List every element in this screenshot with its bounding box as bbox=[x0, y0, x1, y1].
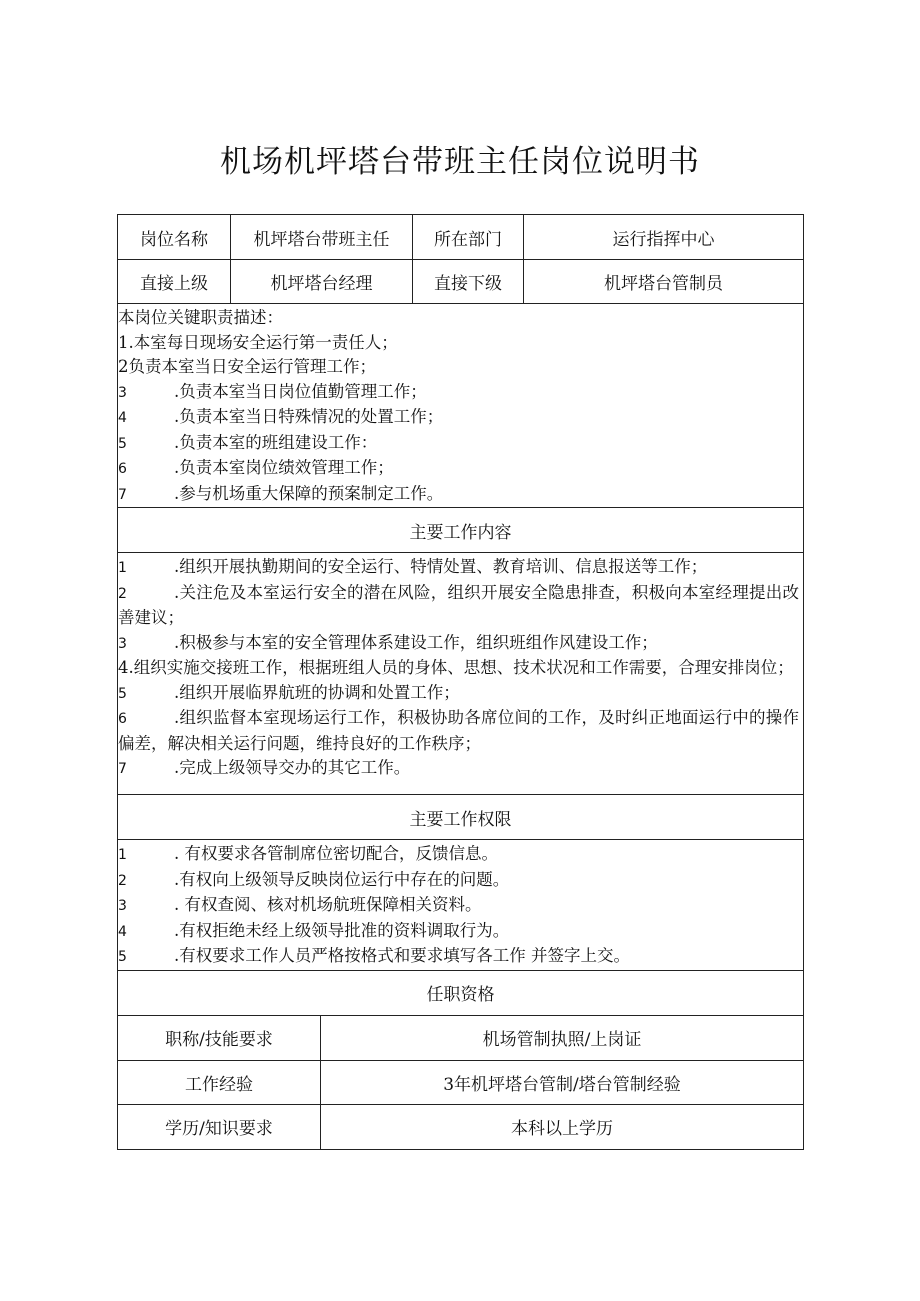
list-item bbox=[118, 842, 803, 868]
item-number: 6 bbox=[118, 711, 127, 727]
item-text: .组织开展执勤期间的安全运行、特情处置、教育培训、信息报送等工作； bbox=[174, 557, 708, 576]
qual-value-education: 本科以上学历 bbox=[321, 1104, 804, 1149]
authority-section bbox=[118, 840, 804, 971]
item-number: 5 bbox=[118, 685, 127, 702]
subordinate-label: 直接下级 bbox=[413, 260, 524, 304]
item-text: .组织监督本室现场运行工作，积极协助各席位间的工作，及时纠正地面运行中的操作偏差，解决相关运行问题，维持良好的工作秩序； bbox=[118, 708, 799, 753]
item-text: .组织开展临界航班的协调和处置工作； bbox=[174, 682, 460, 702]
item-text: .负责本室岗位绩效管理工作； bbox=[174, 458, 394, 477]
item-number: 1 bbox=[118, 847, 127, 863]
item-text: .完成上级领导交办的其它工作。 bbox=[174, 758, 411, 777]
item-number: 2 bbox=[118, 872, 127, 889]
item-number: 7 bbox=[118, 761, 127, 777]
list-item bbox=[118, 331, 803, 356]
list-item bbox=[118, 456, 803, 482]
list-item bbox=[118, 919, 803, 945]
item-text: 1.本室每日现场安全运行第一责任人； bbox=[118, 332, 398, 352]
item-text: . 有权要求各管制席位密切配合，反馈信息。 bbox=[174, 844, 498, 863]
item-text: .负责本室当日特殊情况的处置工作； bbox=[174, 407, 444, 426]
supervisor-value: 机坪塔台经理 bbox=[231, 260, 413, 304]
subordinate-value: 机坪塔台管制员 bbox=[524, 260, 804, 304]
supervisor-label: 直接上级 bbox=[118, 260, 231, 304]
qual-label-education: 学历/知识要求 bbox=[118, 1104, 321, 1149]
item-number: 4 bbox=[118, 410, 127, 426]
department-label: 所在部门 bbox=[413, 215, 524, 260]
item-text: 2负责本室当日安全运行管理工作； bbox=[118, 357, 376, 376]
list-item bbox=[118, 355, 803, 380]
main-work-section bbox=[118, 553, 804, 795]
qualification-heading: 任职资格 bbox=[118, 970, 804, 1015]
item-number: 1 bbox=[118, 560, 127, 576]
position-name-label: 岗位名称 bbox=[118, 215, 231, 260]
main-work-list bbox=[118, 555, 803, 793]
list-item bbox=[118, 482, 803, 508]
list-item bbox=[118, 405, 803, 431]
list-item bbox=[118, 756, 803, 782]
list-item bbox=[118, 681, 803, 707]
item-text: .积极参与本室的安全管理体系建设工作，组织班组作风建设工作； bbox=[174, 632, 658, 652]
item-text: 4.组织实施交接班工作，根据班组人员的身体、思想、技术状况和工作需要，合理安排岗位； bbox=[118, 658, 794, 677]
list-item bbox=[118, 581, 803, 631]
item-number: 6 bbox=[118, 461, 127, 477]
item-number: 5 bbox=[118, 949, 127, 965]
qual-value-skill: 机场管制执照/上岗证 bbox=[321, 1015, 804, 1060]
item-text: . 有权查阅、核对机场航班保障相关资料。 bbox=[174, 895, 482, 914]
item-text: .负责本室当日岗位值勤管理工作； bbox=[174, 381, 427, 401]
qual-value-experience: 3年机坪塔台管制/塔台管制经验 bbox=[321, 1060, 804, 1104]
item-number: 3 bbox=[118, 635, 127, 652]
key-duties-section bbox=[118, 304, 804, 508]
list-item bbox=[118, 380, 803, 406]
list-item bbox=[118, 706, 803, 756]
job-description-table bbox=[117, 214, 804, 1150]
item-text: .负责本室的班组建设工作： bbox=[174, 432, 378, 452]
main-work-heading: 主要工作内容 bbox=[118, 508, 804, 553]
list-item bbox=[118, 631, 803, 657]
page-title: 机场机坪塔台带班主任岗位说明书 bbox=[220, 144, 700, 180]
key-duties-heading: 本岗位关键职责描述： bbox=[118, 308, 283, 327]
qual-label-skill: 职称/技能要求 bbox=[118, 1015, 321, 1060]
authority-heading: 主要工作权限 bbox=[118, 795, 804, 840]
item-text: .有权拒绝未经上级领导批准的资料调取行为。 bbox=[174, 920, 510, 940]
list-item bbox=[118, 656, 803, 681]
item-text: .关注危及本室运行安全的潜在风险，组织开展安全隐患排查，积极向本室经理提出改善建议； bbox=[118, 582, 799, 627]
list-item bbox=[118, 555, 803, 581]
list-item bbox=[118, 893, 803, 919]
item-text: .有权要求工作人员严格按格式和要求填写各工作 并签字上交。 bbox=[174, 946, 630, 965]
item-text: .参与机场重大保障的预案制定工作。 bbox=[174, 483, 444, 503]
item-number: 5 bbox=[118, 435, 127, 452]
key-duties-list bbox=[118, 331, 803, 508]
department-value: 运行指挥中心 bbox=[524, 215, 804, 260]
list-item bbox=[118, 868, 803, 894]
item-number: 3 bbox=[118, 384, 127, 401]
list-item bbox=[118, 431, 803, 457]
qual-label-experience: 工作经验 bbox=[118, 1060, 321, 1104]
authority-list bbox=[118, 842, 803, 970]
item-number: 7 bbox=[118, 486, 127, 503]
item-number: 4 bbox=[118, 923, 127, 940]
list-item bbox=[118, 944, 803, 970]
item-number: 2 bbox=[118, 585, 127, 602]
position-name-value: 机坪塔台带班主任 bbox=[231, 215, 413, 260]
item-number: 3 bbox=[118, 898, 127, 914]
item-text: .有权向上级领导反映岗位运行中存在的问题。 bbox=[174, 869, 510, 889]
